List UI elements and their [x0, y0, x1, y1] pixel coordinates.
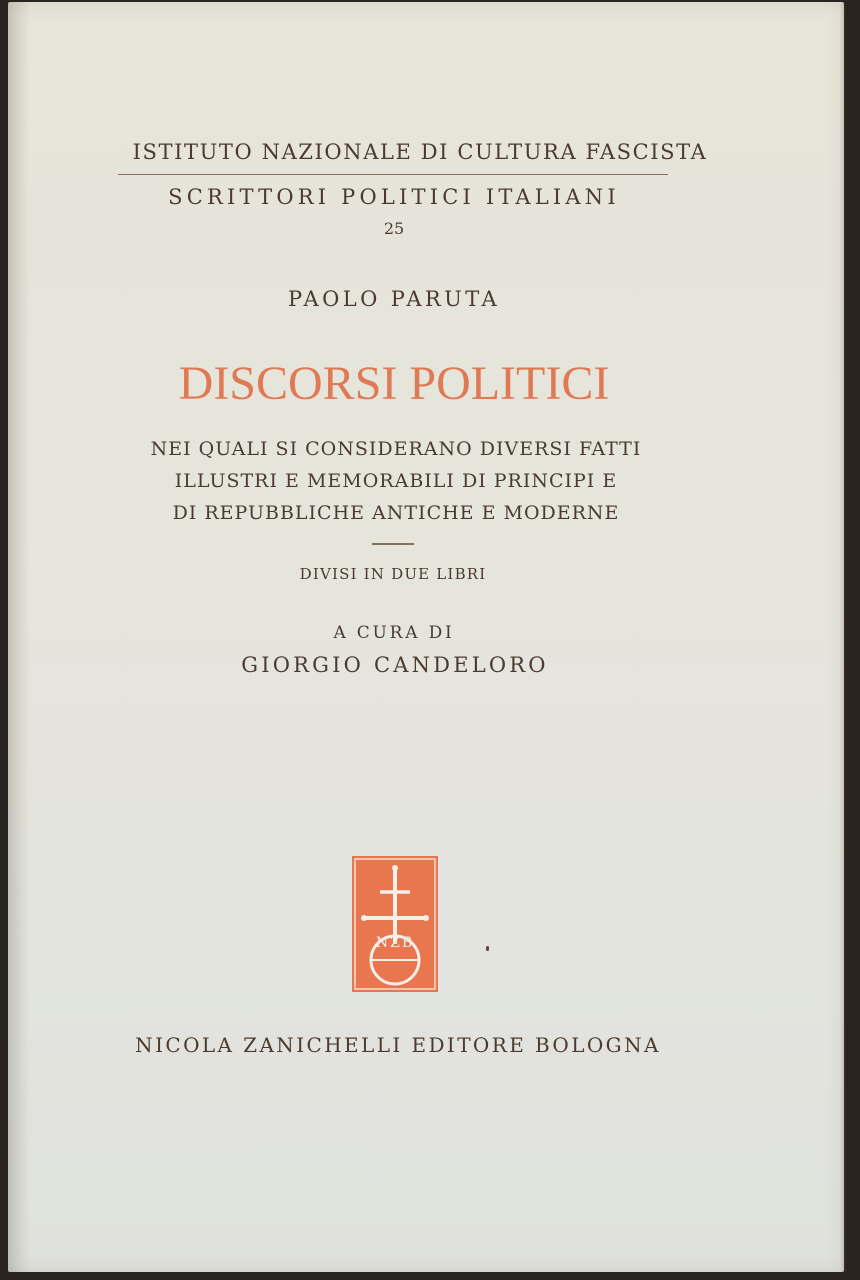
header-rule-top — [118, 174, 668, 175]
subtitle-line-3: DI REPUBBLICHE ANTICHE E MODERNE — [172, 502, 620, 524]
institute-name: ISTITUTO NAZIONALE DI CULTURA FASCISTA — [132, 140, 708, 164]
paper-speck — [486, 946, 489, 951]
cover-edge-shadow — [840, 2, 846, 1272]
subtitle-line-2: ILLUSTRI E MEMORABILI DI PRINCIPI E — [174, 470, 618, 492]
edited-by-label: A CURA DI — [333, 623, 455, 643]
series-name: SCRITTORI POLITICI ITALIANI — [168, 185, 620, 209]
publisher-name: NICOLA ZANICHELLI EDITORE BOLOGNA — [135, 1033, 661, 1057]
subtitle-line-1: NEI QUALI SI CONSIDERANO DIVERSI FATTI — [150, 438, 642, 460]
subtitle-divider — [372, 543, 414, 545]
book-title: DISCORSI POLITICI — [178, 357, 610, 410]
emblem-monogram-text: NZB — [375, 935, 415, 951]
division-note: DIVISI IN DUE LIBRI — [299, 565, 487, 583]
series-number: 25 — [383, 219, 405, 238]
author-name: PAOLO PARUTA — [287, 287, 501, 311]
editor-name: GIORGIO CANDELORO — [241, 653, 549, 677]
emblem-monogram — [366, 934, 424, 980]
